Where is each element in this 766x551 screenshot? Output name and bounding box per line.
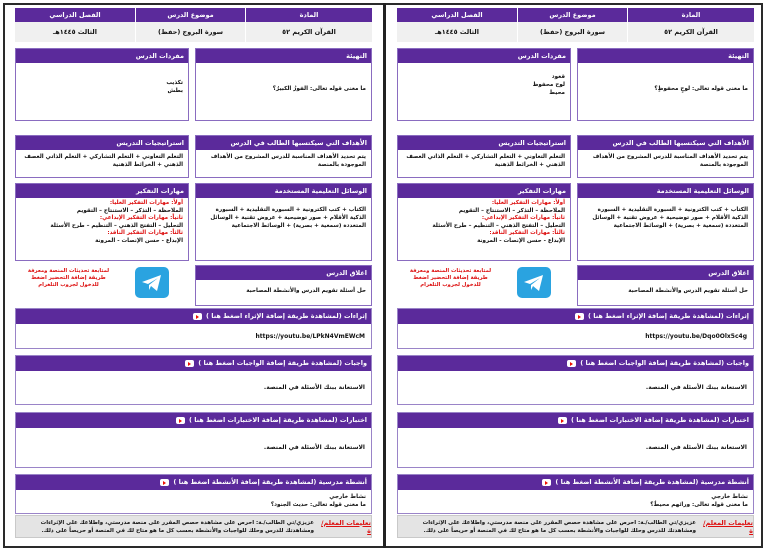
vocab-box: مفردات الدرس تكذيب بطش bbox=[15, 48, 189, 121]
activities-section: أنشطة مدرسية (لمشاهدة طريقة إضافة الأنشطة اضغط هنا ) نشاط خارجي ما معنى قوله تعالى: حديث الجنود؟ bbox=[15, 474, 372, 514]
telegram-icon[interactable] bbox=[135, 267, 169, 298]
header-topic: موضوع الدرس سورة البروج (حفظ) bbox=[135, 8, 245, 42]
header-subject: المادة القرآن الكريم ٥٢ bbox=[627, 8, 754, 42]
telegram-icon[interactable] bbox=[517, 267, 551, 298]
homework-text: الاستعانة ببنك الأسئلة في المنصة. bbox=[263, 384, 365, 391]
term-value: الثالث ١٤٤٥هـ bbox=[397, 22, 517, 42]
means-text: الكتاب + كتب الكترونية + السبورة التقليدية + السبورة الذكية الأقلام + صور توضيحية + عروض تقنية + الوسائل المتعددة (سمعية + بصرية) + الوسائط الاجتماعية bbox=[210, 207, 366, 229]
means-text: الكتاب + كتب الكترونية + السبورة التقليدية + السبورة الذكية الأقلام + صور توضيحية + عروض تقنية + الوسائل المتعددة (سمعية + بصرية) + الوسائط الاجتماعية bbox=[592, 207, 748, 229]
activities-title[interactable]: أنشطة مدرسية (لمشاهدة طريقة إضافة الأنشطة اضغط هنا ) bbox=[555, 478, 749, 486]
homework-title[interactable]: واجبات (لمشاهدة طريقة إضافة الواجبات اضغط هنا ) bbox=[580, 359, 749, 367]
youtube-icon[interactable] bbox=[567, 360, 576, 367]
vocab-item: بطش bbox=[167, 88, 183, 94]
goals-box: الأهداف التي سيكتسبها الطالب في الدرس يتم تحديد الأهداف المناسبة للدرس المشروح من الأهداف الموجودة بالمنصة bbox=[577, 135, 754, 178]
subject-value: القرآن الكريم ٥٢ bbox=[246, 22, 372, 42]
tests-title[interactable]: اختبارات (لمشاهدة طريقة إضافة الاختبارات اضغط هنا ) bbox=[570, 416, 749, 424]
term-value: الثالث ١٤٤٥هـ bbox=[15, 22, 135, 42]
strategies-box: استراتيجيات التدريس التعلم التعاوني + التعلم التشاركي + التعلم الذاتي العصف الذهني + الخرائط الذهنية bbox=[15, 135, 189, 178]
activities-section: أنشطة مدرسية (لمشاهدة طريقة إضافة الأنشطة اضغط هنا ) نشاط خارجي ما معنى قوله تعالى: ورائهم محيطٌ؟ bbox=[397, 474, 754, 514]
enrich-link[interactable]: https://youtu.be/LPkN4VmEWcM bbox=[255, 332, 365, 340]
page-divider bbox=[383, 3, 386, 548]
youtube-icon[interactable] bbox=[575, 313, 584, 320]
goals-text: يتم تحديد الأهداف المناسبة للدرس المشروح من الأهداف الموجودة بالمنصة bbox=[210, 154, 366, 168]
lesson-plan-page-left bbox=[15, 8, 372, 540]
intro-box: التهيئة ما معنى قوله تعالى: الفوزُ الكبيرُ؟ bbox=[195, 48, 372, 121]
tests-text: الاستعانة ببنك الأسئلة في المنصة. bbox=[263, 444, 365, 451]
youtube-icon[interactable] bbox=[185, 360, 194, 367]
subject-value: القرآن الكريم ٥٢ bbox=[628, 22, 754, 42]
youtube-icon[interactable] bbox=[160, 479, 169, 486]
activity-question: ما معنى قوله تعالى: ورائهم محيطٌ؟ bbox=[650, 502, 748, 508]
means-box: الوسائل التعليمية المستخدمة الكتاب + كتب الكترونية + السبورة التقليدية + السبورة الذكية الأقلام + صور توضيحية + عروض تقنية + الوسائل المتعددة (سمعية + بصرية) + الوسائط الاجتماعية bbox=[195, 183, 372, 261]
enrichment-section bbox=[15, 308, 372, 349]
youtube-icon[interactable] bbox=[176, 417, 185, 424]
goals-text: يتم تحديد الأهداف المناسبة للدرس المشروح من الأهداف الموجودة بالمنصة bbox=[592, 154, 748, 168]
topic-value: سورة البروج (حفظ) bbox=[136, 22, 245, 42]
closing-box: اغلاق الدرس حل أسئلة تقويم الدرس والأنشطة المصاحبة bbox=[577, 265, 754, 306]
tests-section bbox=[15, 412, 372, 468]
closing-box: اغلاق الدرس حل أسئلة تقويم الدرس والأنشطة المصاحبة bbox=[195, 265, 372, 306]
header-subject: المادة القرآن الكريم ٥٢ bbox=[245, 8, 372, 42]
header-term: الفصل الدراسي الثالث ١٤٤٥هـ bbox=[397, 8, 517, 42]
telegram-promo-text: لمتابعة تحديثات المنصة ومعرفة طريقة إضافة التحضير اضغط للدخول لجروب التلغرام bbox=[27, 268, 110, 288]
vocab-item: قعود bbox=[551, 74, 565, 80]
lesson-plan-page-right bbox=[397, 8, 754, 540]
strategies-text: التعلم التعاوني + التعلم التشاركي + التعلم الذاتي العصف الذهني + الخرائط الذهنية bbox=[406, 154, 565, 168]
activity-question: ما معنى قوله تعالى: حديث الجنود؟ bbox=[270, 502, 366, 508]
topic-value: سورة البروج (حفظ) bbox=[518, 22, 627, 42]
activities-title[interactable]: أنشطة مدرسية (لمشاهدة طريقة إضافة الأنشطة اضغط هنا ) bbox=[173, 478, 367, 486]
vocab-box: مفردات الدرس قعود لوح محفوظ محيط bbox=[397, 48, 571, 121]
vocab-item: لوح محفوظ bbox=[532, 82, 565, 88]
skills-box: مهارات التفكير أولاً: مهارات التفكير العليا: الملاحظة – التذكر – الاستنتاج – التقويم ثانياً: مهارات التفكير الإبداعي: التحليل – التفتح الذهني – التنظيم – طرح الأسئلة ثالثاً: مهارات التفكير الناقد: الإبداع - حسن الإنصات - المرونة bbox=[15, 183, 189, 261]
enrich-title[interactable]: إثراءات (لمشاهدة طريقة إضافة الإثراء اضغط هنا ) bbox=[206, 312, 367, 320]
strategies-box: استراتيجيات التدريس التعلم التعاوني + التعلم التشاركي + التعلم الذاتي العصف الذهني + الخرائط الذهنية bbox=[397, 135, 571, 178]
enrich-title[interactable]: إثراءات (لمشاهدة طريقة إضافة الإثراء اضغط هنا ) bbox=[588, 312, 749, 320]
closing-text: حل أسئلة تقويم الدرس والأنشطة المصاحبة bbox=[246, 288, 366, 294]
youtube-icon[interactable] bbox=[193, 313, 202, 320]
vocab-item: محيط bbox=[549, 90, 565, 96]
header-table bbox=[15, 8, 372, 42]
means-box: الوسائل التعليمية المستخدمة الكتاب + كتب الكترونية + السبورة التقليدية + السبورة الذكية الأقلام + صور توضيحية + عروض تقنية + الوسائل المتعددة (سمعية + بصرية) + الوسائط الاجتماعية bbox=[577, 183, 754, 261]
tests-text: الاستعانة ببنك الأسئلة في المنصة. bbox=[645, 444, 747, 451]
tests-title[interactable]: اختبارات (لمشاهدة طريقة إضافة الاختبارات اضغط هنا ) bbox=[188, 416, 367, 424]
vocab-item: تكذيب bbox=[166, 80, 183, 86]
homework-text: الاستعانة ببنك الأسئلة في المنصة. bbox=[645, 384, 747, 391]
homework-section bbox=[397, 355, 754, 405]
homework-section bbox=[15, 355, 372, 405]
intro-text: ما معنى قوله تعالى: الفوزُ الكبيرُ؟ bbox=[272, 86, 366, 92]
tests-section bbox=[397, 412, 754, 468]
intro-box: التهيئة ما معنى قوله تعالى: لوحٍ محفوظٍ؟ bbox=[577, 48, 754, 121]
enrichment-section bbox=[397, 308, 754, 349]
youtube-icon[interactable] bbox=[558, 417, 567, 424]
strategies-text: التعلم التعاوني + التعلم التشاركي + التعلم الذاتي العصف الذهني + الخرائط الذهنية bbox=[24, 154, 183, 168]
header-topic: موضوع الدرس سورة البروج (حفظ) bbox=[517, 8, 627, 42]
header-table bbox=[397, 8, 754, 42]
teacher-instructions: تعليمات المعلم/ة عزيزي/تي الطالب/ـة: احرص على مشاهدة حصص المقرر على منصة مدرستي، واطلاعك على الإثراءات ومشاهدتك للدرس وحلك للواجبات والأنشطة بحسب كل ما هو متاح لك في المنصة أو حريصاً على ذلك. bbox=[15, 515, 372, 538]
header-term: الفصل الدراسي الثالث ١٤٤٥هـ bbox=[15, 8, 135, 42]
intro-text: ما معنى قوله تعالى: لوحٍ محفوظٍ؟ bbox=[654, 86, 748, 92]
goals-box: الأهداف التي سيكتسبها الطالب في الدرس يتم تحديد الأهداف المناسبة للدرس المشروح من الأهداف الموجودة بالمنصة bbox=[195, 135, 372, 178]
youtube-icon[interactable] bbox=[542, 479, 551, 486]
closing-text: حل أسئلة تقويم الدرس والأنشطة المصاحبة bbox=[628, 288, 748, 294]
enrich-link[interactable]: https://youtu.be/Dqo0Olx5c4g bbox=[645, 332, 747, 340]
teacher-instructions: تعليمات المعلم/ة عزيزي/تي الطالب/ـة: احرص على مشاهدة حصص المقرر على منصة مدرستي، واطلاعك على الإثراءات ومشاهدتك للدرس وحلك للواجبات والأنشطة بحسب كل ما هو متاح لك في المنصة أو حريصاً على ذلك. bbox=[397, 515, 754, 538]
telegram-promo-text: لمتابعة تحديثات المنصة ومعرفة طريقة إضافة التحضير اضغط للدخول لجروب التلغرام bbox=[409, 268, 492, 288]
skills-box: مهارات التفكير أولاً: مهارات التفكير العليا: الملاحظة – التذكر – الاستنتاج – التقويم ثانياً: مهارات التفكير الإبداعي: التحليل – التفتح الذهني – التنظيم – طرح الأسئلة ثالثاً: مهارات التفكير الناقد: الإبداع - حسن الإنصات - المرونة bbox=[397, 183, 571, 261]
homework-title[interactable]: واجبات (لمشاهدة طريقة إضافة الواجبات اضغط هنا ) bbox=[198, 359, 367, 367]
